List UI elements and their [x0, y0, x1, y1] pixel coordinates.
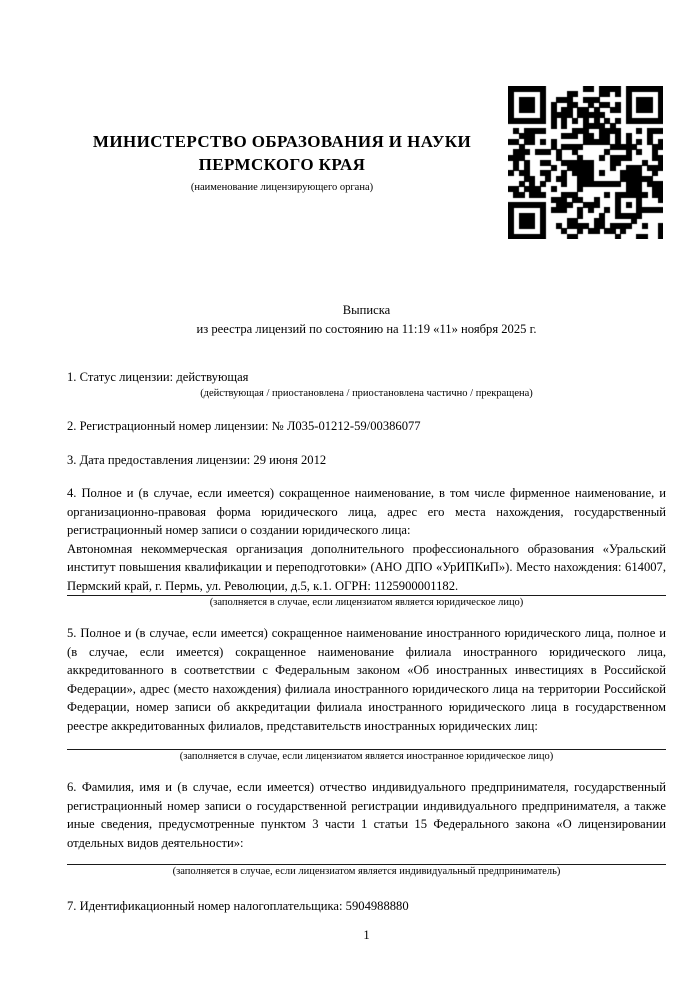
legal-entity-item [67, 484, 666, 595]
individual-entrepreneur-caption: (заполняется в случае, если лицензиатом является индивидуальный предприниматель) [172, 866, 561, 877]
legal-entity-caption: (заполняется в случае, если лицензиатом является юридическое лицо) [209, 597, 524, 608]
ministry-caption: (наименование лицензирующего органа) [190, 182, 374, 193]
license-grant-date-item: 3. Дата предоставления лицензии: 29 июня 2012 [67, 453, 327, 467]
licensing-authority-header [67, 130, 497, 195]
taxpayer-id-item: 7. Идентификационный номер налогоплательщика: 5904988880 [67, 899, 409, 913]
document-title-line1: Выписка [342, 303, 391, 317]
document-body [67, 301, 666, 916]
individual-entrepreneur-item: 6. Фамилия, имя и (в случае, если имеется) отчество индивидуального предпринимателя, государственный регистрационный номер записи о государственной регистрации индивидуального предпринимателя, а также иные сведения, предусмотренные пунктом 3 части 1 статьи 15 Федерального закона «О лицензировании отдельных видов деятельности»: [67, 780, 666, 850]
legal-entity-item-label: 4. Полное и (в случае, если имеется) сокращенное наименование, в том числе фирменное наименование, и организационно-правовая форма юридического лица, адрес его места нахождения, государственный регистрационный номер записи о создании юридического лица: [67, 486, 666, 537]
ministry-name-line1: МИНИСТЕРСТВО ОБРАЗОВАНИЯ И НАУКИ [92, 132, 472, 151]
foreign-entity-item: 5. Полное и (в случае, если имеется) сокращенное наименование иностранного юридического лица, полное и (в случае, если имеется) сокращенное наименование филиала иностранного юридического лица, аккредитованного в соответствии с Федеральным законом «Об иностранных инвестициях в Российской Федерации», адрес (место нахождения) филиала иностранного юридического лица на территории Российской Федерации, номер записи об аккредитации филиала иностранного юридического лица в государственном реестре аккредитованных филиалов, представительств иностранных юридических лиц: [67, 626, 666, 733]
page-number: 1 [363, 928, 370, 942]
foreign-entity-caption: (заполняется в случае, если лицензиатом является иностранное юридическое лицо) [179, 751, 554, 762]
license-status-item: 1. Статус лицензии: действующая [67, 370, 249, 384]
legal-entity-item-value: Автономная некоммерческая организация дополнительного профессионального образования «Уральский институт повышения квалификации и переподготовки» (АНО ДПО «УрИПКиП»). Место нахождения: 614007, Пермский край, г. Пермь, ул. Революции, д.5, к.1. ОГРН: 1125900001182. [67, 541, 666, 593]
qr-code [508, 86, 663, 239]
document-title-line2: из реестра лицензий по состоянию на 11:19 «11» ноября 2025 г. [196, 322, 537, 336]
ministry-name-line2: ПЕРМСКОГО КРАЯ [198, 155, 366, 174]
registration-number-item: 2. Регистрационный номер лицензии: № Л035-01212-59/00386077 [67, 419, 421, 433]
license-status-caption: (действующая / приостановлена / приостановлена частично / прекращена) [200, 388, 533, 399]
